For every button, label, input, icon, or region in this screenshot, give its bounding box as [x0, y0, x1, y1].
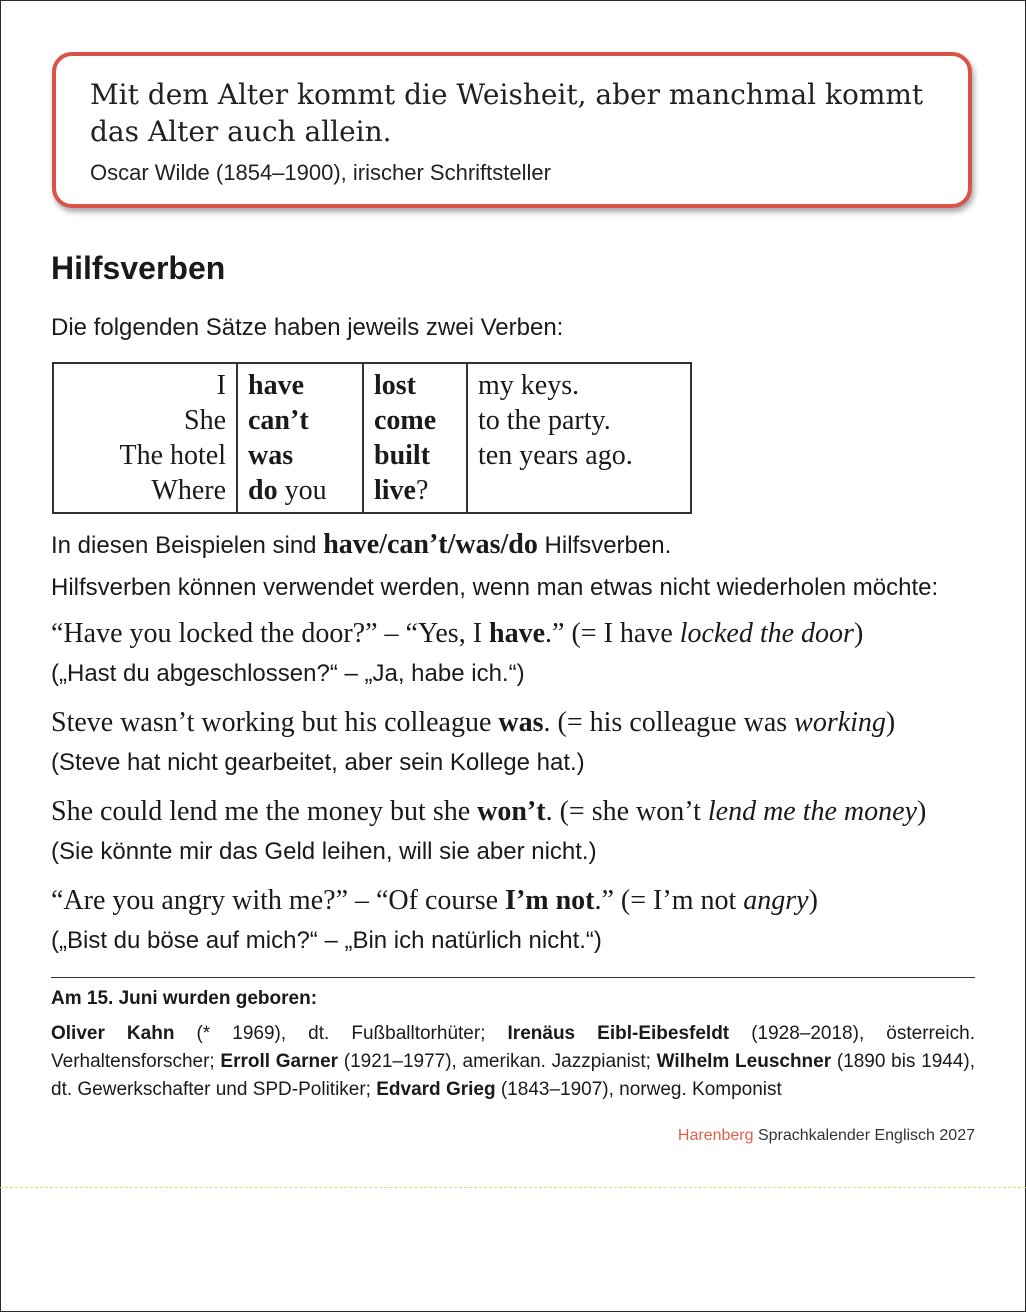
birthdays-title: Am 15. Juni wurden geboren: [51, 988, 318, 1009]
main-verb-cell: live? [374, 475, 429, 506]
example-sentence: Steve wasn’t working but his colleague was. (= his colleague was working) (Steve hat nicht gearbeitet, aber sein Kollege hat.) [51, 707, 896, 776]
aux-cell: can’t [248, 405, 309, 436]
example-translation: (Sie könnte mir das Geld leihen, will sie aber nicht.) [51, 838, 597, 865]
footer-brand: Harenberg [677, 1127, 754, 1144]
subject-cell: I [216, 370, 226, 401]
usage-text: Hilfsverben können verwendet werden, wenn man etwas nicht wiederholen möchte: [51, 574, 939, 601]
main-verb-cell: lost [374, 370, 416, 401]
example-translation: („Hast du abgeschlossen?“ – „Ja, habe ich.“) [51, 660, 525, 687]
intro-text: Die folgenden Sätze haben jeweils zwei Verben: [51, 314, 564, 341]
example-sentence: She could lend me the money but she won’t. (= she won’t lend me the money) (Sie könnte mir das Geld leihen, will sie aber nicht.) [51, 796, 927, 865]
birthday-name: Oliver Kahn [51, 1023, 175, 1044]
quote-text: Mit dem Alter kommt die Weisheit, aber manchmal kommt das Alter auch allein. [90, 78, 924, 148]
footer-credit: Harenberg Sprachkalender Englisch 2027 [677, 1127, 975, 1144]
cut-line [0, 1187, 1026, 1188]
subject-cell: The hotel [119, 440, 226, 471]
divider [51, 977, 975, 978]
section-heading: Hilfsverben [51, 250, 226, 286]
birthday-name: Erroll Garner [220, 1051, 339, 1072]
birthday-name: Wilhelm Leuschner [656, 1051, 832, 1072]
rest-cell: my keys. [478, 370, 580, 401]
subject-cell: She [184, 405, 226, 436]
birthday-name: Irenäus Eibl-Eibesfeldt [507, 1023, 730, 1044]
rest-cell: ten years ago. [478, 440, 633, 471]
aux-cell: was [248, 440, 294, 471]
main-verb-cell: come [374, 405, 437, 436]
aux-verb-column [237, 363, 363, 513]
aux-cell: do you [248, 475, 327, 506]
main-verb-column [363, 363, 467, 513]
birthdays-list: Oliver Kahn (* 1969), dt. Fußballtorhüter; Irenäus Eibl-Eibesfeldt (1928–2018), österreich. Verhaltensforscher; Erroll Garner (1921–1977), amerikan. Jazzpianist; Wilhelm Leuschner (1890 bis 1944), dt. Gewerkschafter und SPD-Politiker; Edvard Grieg (1843–1907), norweg. Komponist [51, 1023, 976, 1100]
example-table [52, 362, 692, 514]
main-verb-cell: built [374, 440, 431, 471]
birthday-name: Edvard Grieg [376, 1079, 496, 1100]
example-translation: (Steve hat nicht gearbeitet, aber sein Kollege hat.) [51, 749, 585, 776]
explanation-text: In diesen Beispielen sind have/can’t/was/do Hilfsverben. [51, 529, 672, 560]
rest-cell: to the party. [478, 405, 611, 436]
subject-column [53, 363, 237, 513]
aux-cell: have [248, 370, 304, 401]
example-sentence: “Have you locked the door?” – “Yes, I have.” (= I have locked the door) („Hast du abgeschlossen?“ – „Ja, habe ich.“) [51, 618, 864, 687]
example-translation: („Bist du böse auf mich?“ – „Bin ich natürlich nicht.“) [51, 927, 602, 954]
body-block [51, 527, 971, 972]
rest-column [467, 363, 691, 513]
quote-author: Oscar Wilde (1854–1900), irischer Schriftsteller [90, 160, 551, 185]
quote-box [52, 52, 972, 208]
subject-cell: Where [151, 475, 226, 506]
example-sentence: “Are you angry with me?” – “Of course I’m not.” (= I’m not angry) („Bist du böse auf mich?“ – „Bin ich natürlich nicht.“) [51, 885, 818, 954]
